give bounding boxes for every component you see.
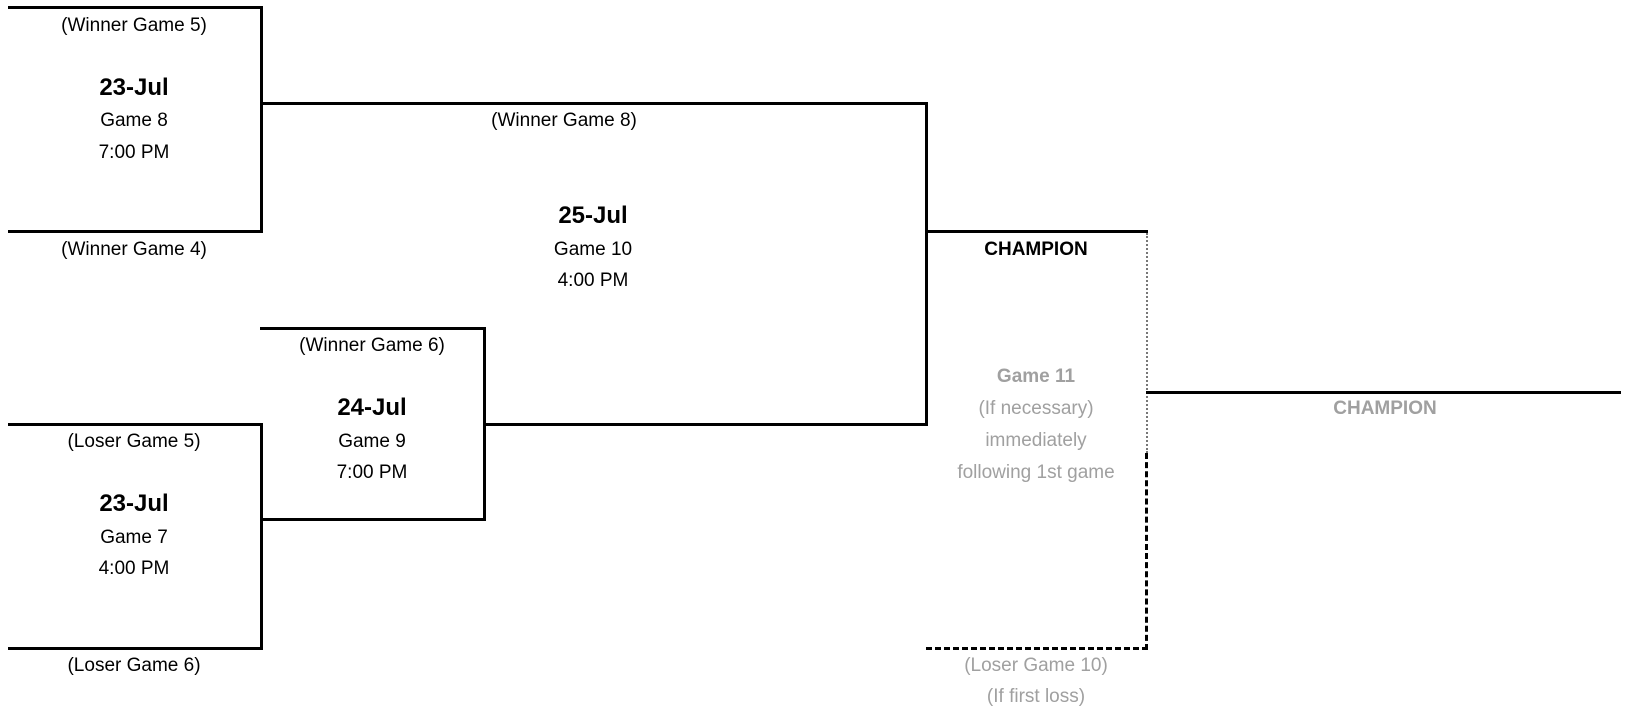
game11-dashed-bottom-line [926, 647, 1148, 650]
game8-number: Game 8 [100, 110, 168, 131]
game11-dotted-connector [1146, 233, 1148, 453]
game7-bottom-line [8, 647, 263, 650]
game11-top-line [925, 230, 1148, 233]
game11-top-label: CHAMPION [984, 239, 1088, 260]
game7-top-label: (Loser Game 5) [67, 431, 201, 452]
game10-right-line [925, 102, 928, 426]
game7-right-line [260, 423, 263, 650]
game10-top-label: (Winner Game 8) [491, 110, 637, 131]
final-champion-line [1146, 391, 1621, 394]
game9-top-label: (Winner Game 6) [299, 335, 445, 356]
game11-bottom-label: (Loser Game 10) [964, 655, 1108, 676]
game8-top-line [8, 6, 263, 9]
game10-date: 25-Jul [558, 202, 628, 229]
game11-bottom-condition: (If first loss) [986, 686, 1086, 707]
game8-bottom-line [8, 230, 263, 233]
game7-bottom-label: (Loser Game 6) [67, 655, 201, 676]
game7-date: 23-Jul [99, 490, 169, 517]
game9-time: 7:00 PM [336, 462, 408, 483]
game10-number: Game 10 [553, 239, 633, 260]
game10-time: 4:00 PM [557, 270, 629, 291]
final-champion-label: CHAMPION [1333, 398, 1437, 419]
game8-right-line [260, 6, 263, 233]
game10-bottom-line [483, 423, 928, 426]
game8-bottom-label: (Winner Game 4) [61, 239, 207, 260]
game9-date: 24-Jul [337, 394, 407, 421]
game8-top-label: (Winner Game 5) [61, 15, 207, 36]
game7-time: 4:00 PM [98, 558, 170, 579]
game7-number: Game 7 [100, 527, 168, 548]
game11-timing-line2: following 1st game [957, 462, 1115, 483]
game9-bottom-line [260, 518, 486, 521]
game9-right-line [483, 327, 486, 521]
game10-top-line [260, 102, 928, 105]
game8-date: 23-Jul [99, 74, 169, 101]
game9-number: Game 9 [338, 431, 406, 452]
game7-top-line [8, 423, 263, 426]
game11-condition: (If necessary) [978, 398, 1094, 419]
game11-dashed-connector [1145, 453, 1148, 650]
game11-timing-line1: immediately [985, 430, 1087, 451]
game9-top-line [260, 327, 486, 330]
game8-time: 7:00 PM [98, 142, 170, 163]
game11-number: Game 11 [996, 366, 1076, 387]
